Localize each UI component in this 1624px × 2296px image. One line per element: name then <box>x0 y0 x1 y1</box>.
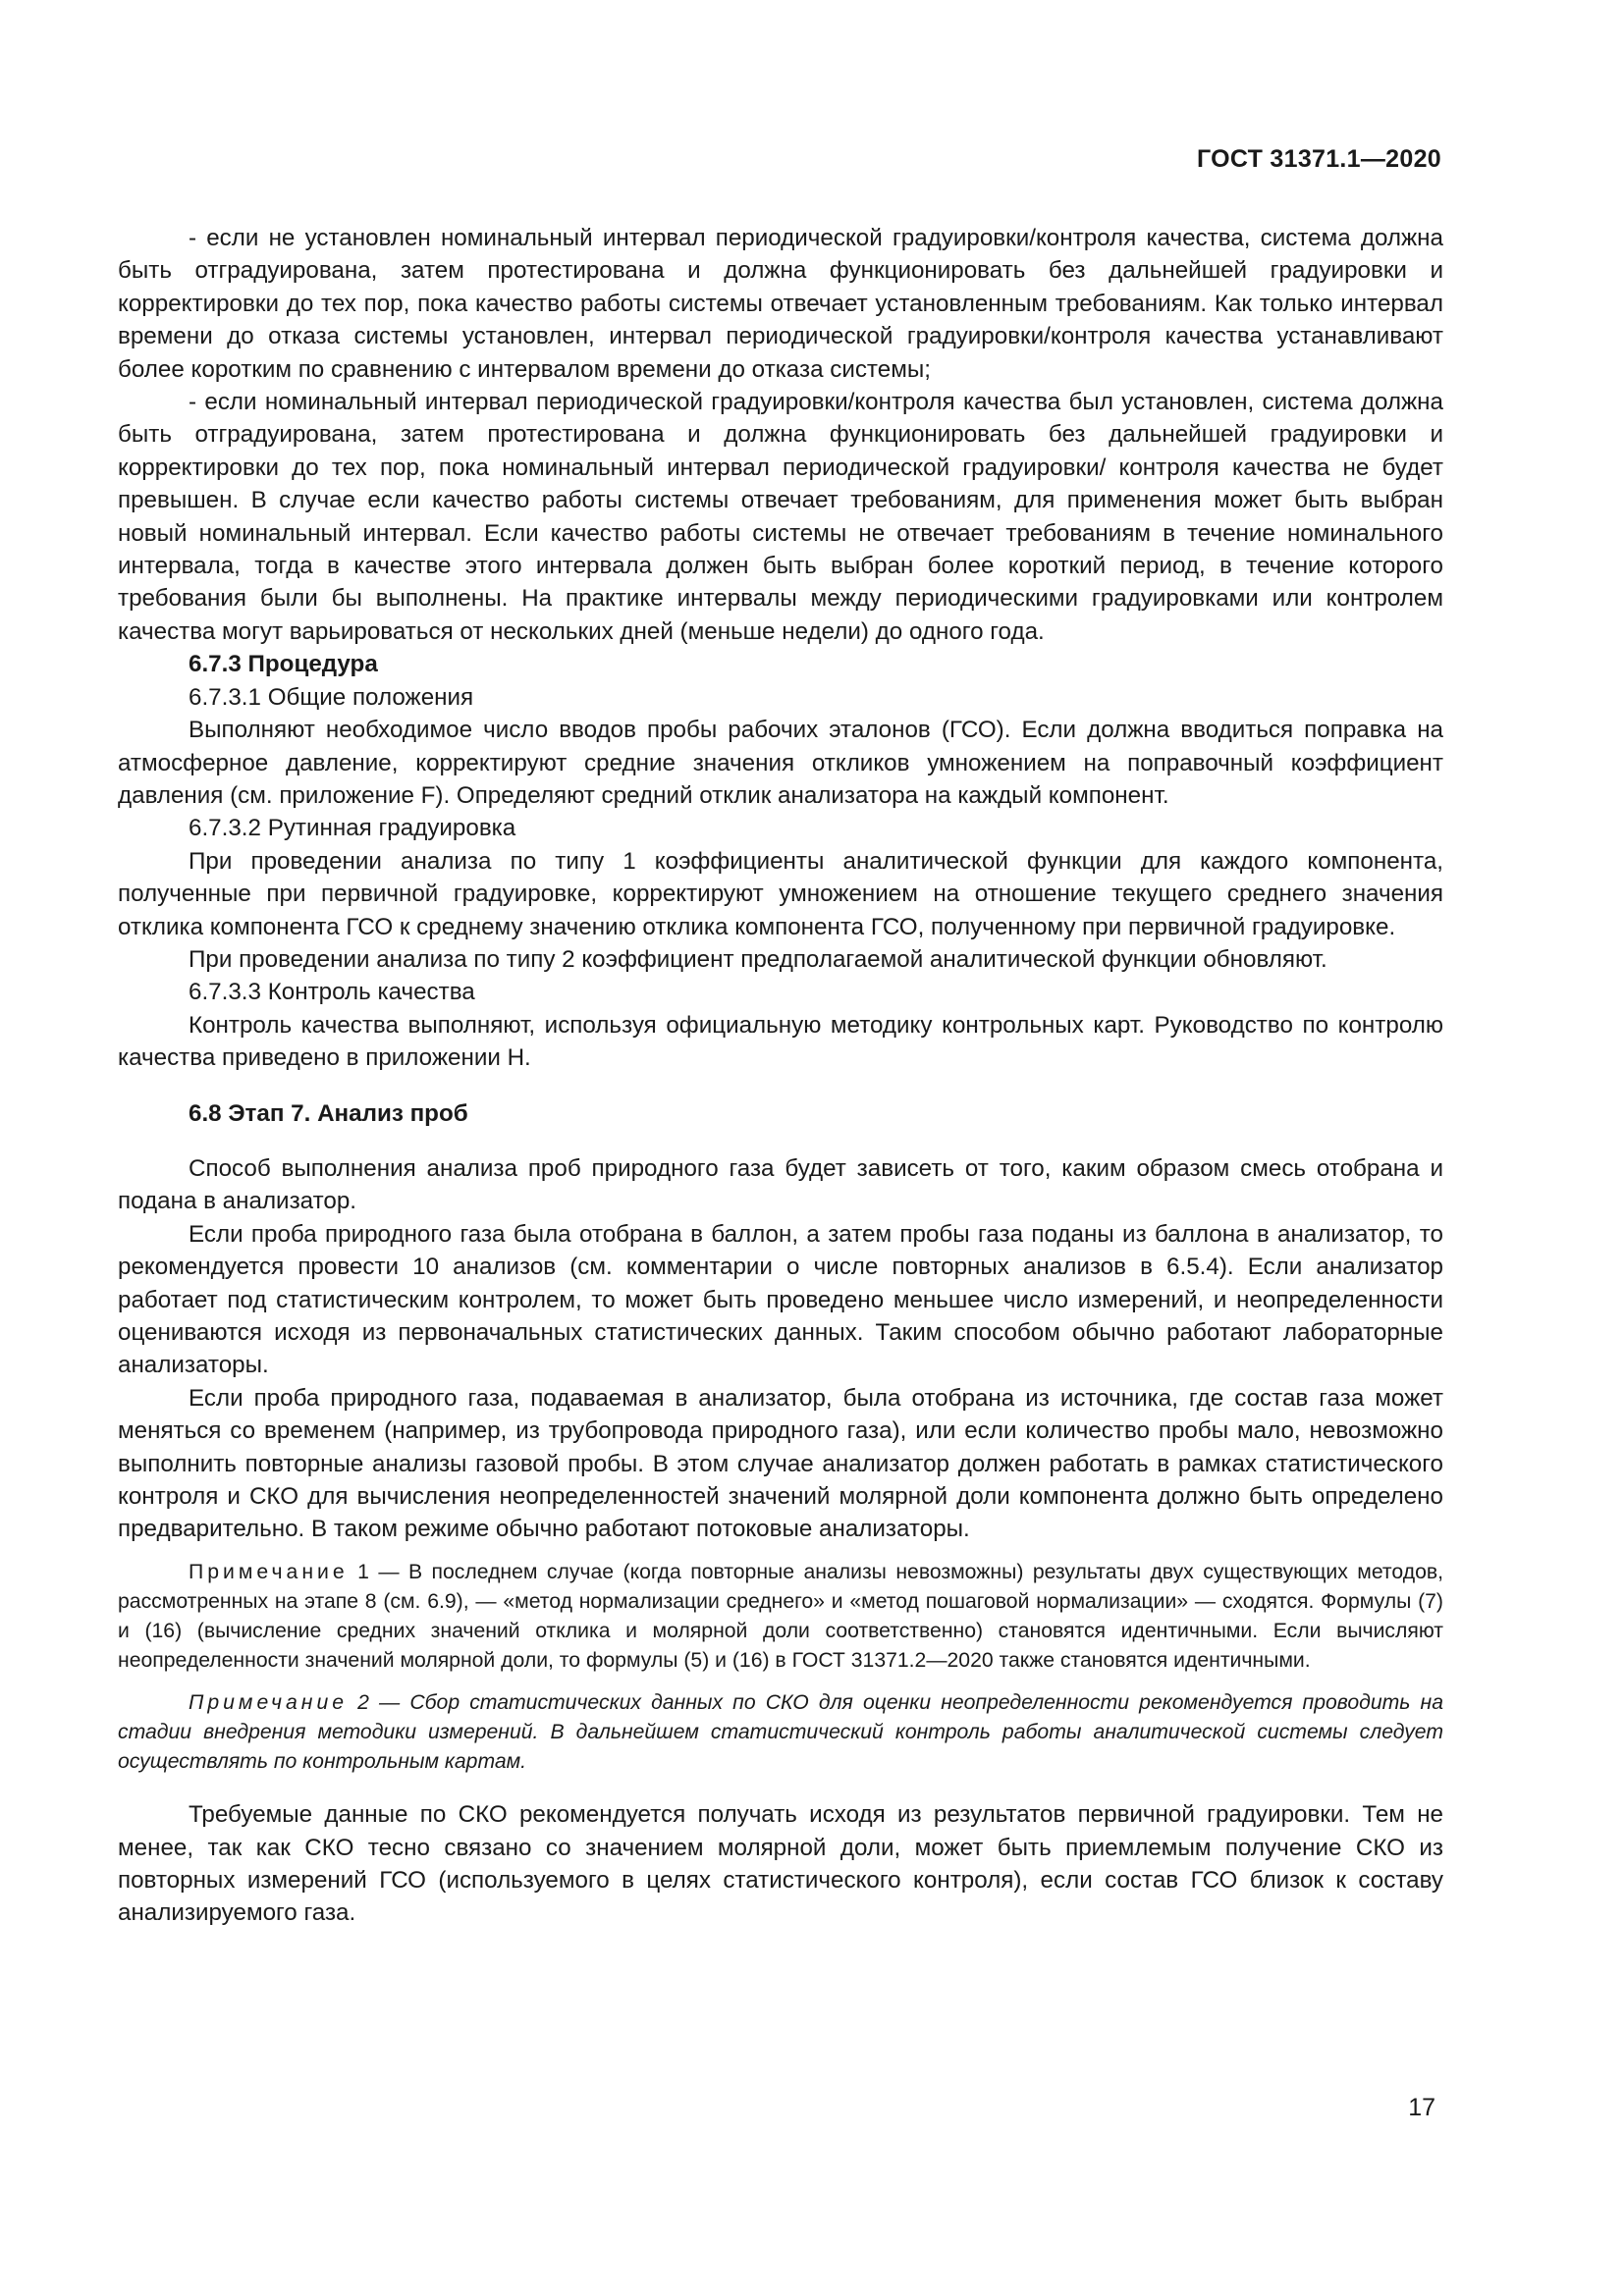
document-header: ГОСТ 31371.1—2020 <box>1196 145 1441 173</box>
paragraph-analysis-method: Способ выполнения анализа проб природного газа будет зависеть от того, каким образом смесь отобрана и подана в анализатор. <box>118 1154 1443 1215</box>
paragraph-sd-data: Требуемые данные по СКО рекомендуется получать исходя из результатов первичной градуировки. Тем не менее, так как СКО тесно связано со значением молярной доли, может быть приемлемым получение СКО из повторных измерений ГСО (используемого в целях статистического контроля), если состав ГСО близок к составу анализируемого газа. <box>118 1801 1443 1927</box>
subsection-heading-6-7-3-1: 6.7.3.1 Общие положения <box>189 683 474 711</box>
paragraph-online-analyzer: Если проба природного газа, подаваемая в анализатор, была отобрана из источника, где состав газа может меняться со временем (например, из трубопровода природного газа), или если количество пробы мало, невозможно выполнить повторные анализы газовой пробы. В этом случае анализатор должен работать в рамках статистического контроля и СКО для вычисления неопределенностей значений молярной доли компонента должно быть определено предварительно. В таком режиме обычно работают потоковые анализаторы. <box>118 1384 1443 1543</box>
note-1-text: 1 — В последнем случае (когда повторные анализы невозможны) результаты двух существующих методов, рассмотренных на этапе 8 (см. 6.9), — «метод нормализации среднего» и «метод пошаговой нормализации» — сходятся. Формулы (7) и (16) (вычисление средних значений отклика и молярной доли соответственно) становятся идентичными. Если вычисляют неопределенности значений молярной доли, то формулы (5) и (16) в ГОСТ 31371.2—2020 также становятся идентичными. <box>118 1560 1443 1673</box>
note-1 <box>118 1558 1443 1677</box>
paragraph-quality-control: Контроль качества выполняют, используя официальную методику контрольных карт. Руководство по контролю качества приведено в приложении H. <box>118 1011 1443 1072</box>
section-heading-6-8: 6.8 Этап 7. Анализ проб <box>189 1099 468 1127</box>
note-2 <box>118 1688 1443 1778</box>
note-1-label: Примечание <box>189 1560 349 1583</box>
paragraph-list-item-1: - если не установлен номинальный интервал периодической градуировки/контроля качества, система должна быть отградуирована, затем протестирована и должна функционировать без дальнейшей градуировки и корректировки до тех пор, пока качество работы системы отвечает установленным требованиям. Как только интервал времени до отказа системы установлен, интервал периодической градуировки/контроля качества устанавливают более коротким по сравнению с интервалом времени до отказа системы; <box>118 225 1443 383</box>
page-number: 17 <box>1408 2094 1435 2121</box>
paragraph-cylinder-sample: Если проба природного газа была отобрана в баллон, а затем пробы газа поданы из баллона в анализатор, то рекомендуется провести 10 анализов (см. комментарии о числе повторных анализов в 6.5.4). Если анализатор работает под статистическим контролем, то может быть проведено меньшее число измерений, и неопределенности оцениваются исходя из первоначальных статистических данных. Таким способом обычно работают лабораторные анализаторы. <box>118 1220 1443 1379</box>
section-heading-6-7-3: 6.7.3 Процедура <box>189 651 378 678</box>
paragraph-general-provisions: Выполняют необходимое число вводов пробы рабочих эталонов (ГСО). Если должна вводиться поправка на атмосферное давление, корректируют средние значения откликов умножением на поправочный коэффициент давления (см. приложение F). Определяют средний отклик анализатора на каждый компонент. <box>118 717 1443 809</box>
note-2-label: Примечание <box>189 1690 349 1714</box>
paragraph-routine-calibration-type2: При проведении анализа по типу 2 коэффициент предполагаемой аналитической функции обновляют. <box>189 945 1327 973</box>
subsection-heading-6-7-3-3: 6.7.3.3 Контроль качества <box>189 979 475 1006</box>
paragraph-list-item-2: - если номинальный интервал периодической градуировки/контроля качества был установлен, система должна быть отградуирована, затем протестирована и должна функционировать без дальнейшей градуировки и корректировки до тех пор, пока номинальный интервал периодической градуировки/ контроля качества не будет превышен. В случае если качество работы системы отвечает требованиям, для применения может быть выбран новый номинальный интервал. Если качество работы системы не отвечает требованиям в течение номинального интервала, тогда в качестве этого интервала должен быть выбран более короткий период, в течение которого требования были бы выполнены. На практике интервалы между периодическими градуировками или контролем качества могут варьироваться от нескольких дней (меньше недели) до одного года. <box>118 389 1443 645</box>
note-2-text: 2 — Сбор статистических данных по СКО для оценки неопределенности рекомендуется проводить на стадии внедрения методики измерений. В дальнейшем статистический контроль работы аналитической системы следует осуществлять по контрольным картам. <box>118 1690 1443 1774</box>
document-body <box>118 222 1443 1930</box>
subsection-heading-6-7-3-2: 6.7.3.2 Рутинная градуировка <box>189 815 516 842</box>
paragraph-routine-calibration-type1: При проведении анализа по типу 1 коэффициенты аналитической функции для каждого компонента, полученные при первичной градуировке, корректируют умножением на отношение текущего среднего значения отклика компонента ГСО к среднему значению отклика компонента ГСО, полученному при первичной градуировке. <box>118 847 1443 940</box>
